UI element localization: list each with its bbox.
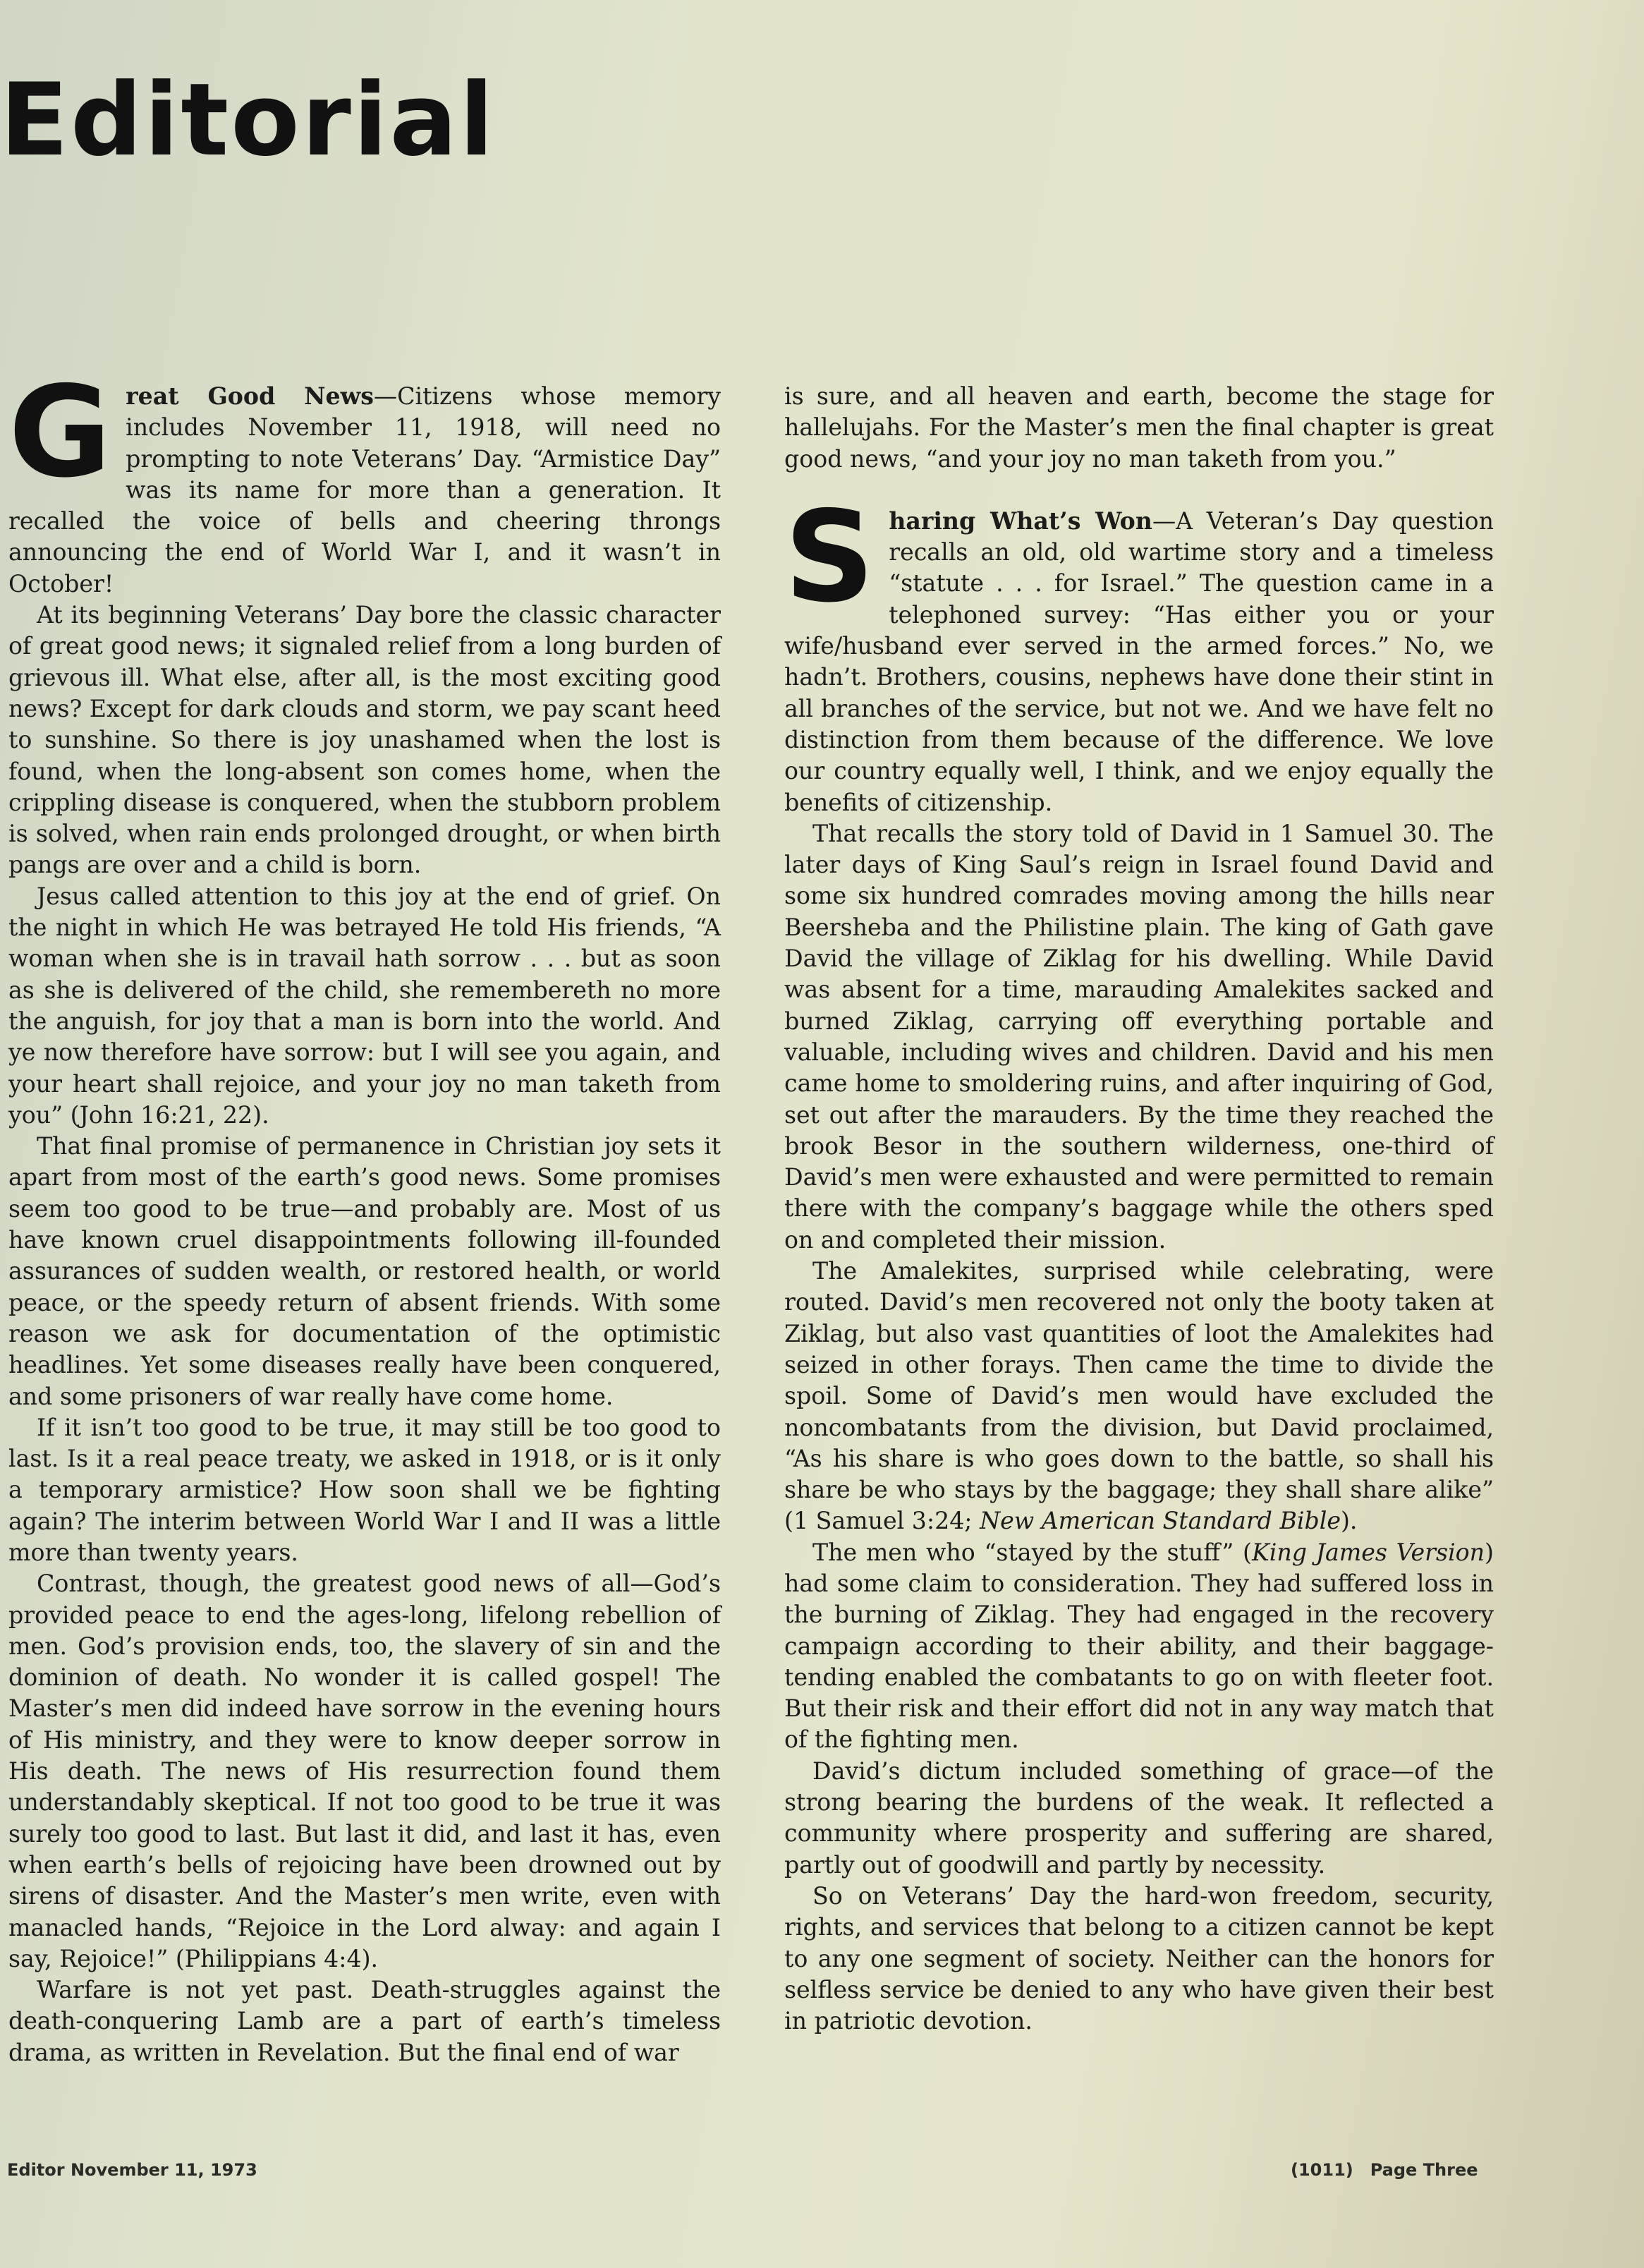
paragraph-text: ). [1340, 1507, 1358, 1535]
paragraph: That recalls the story told of David in 1 Samuel 30. The later days of King Saul’s reign in Israel found David and some six hundred comrades moving among the hills near Beersheba and the Philistine plain. The king of Gath gave David the village of Ziklag for his dwelling. While David was absent for a time, marauding Amalekites sacked and burned Ziklag, carrying off everything portable and valuable, including wives and children. David and his men came home to smoldering ruins, and after inquiring of God, set out after the marauders. By the time they reached the brook Besor in the southern wilderness, one-third of David’s men were exhausted and were permitted to remain there with the company’s baggage while the others sped on and completed their mission. [784, 819, 1494, 1254]
bible-title: New American Standard Bible [980, 1507, 1341, 1535]
paragraph-great-good-news [8, 359, 721, 600]
paragraph: Contrast, though, the greatest good news of all—God’s provided peace to end the ages-long, lifelong rebellion of men. God’s provision ends, too, the slavery of sin and the dominion of death. No wonder it is called gospel! The Master’s men did indeed have sorrow in the evening hours of His ministry, and they were to know deeper sorrow in His death. The news of His resurrection found them understandably skeptical. If not too good to be true it was surely too good to last. But last it did, and last it has, even when earth’s bells of rejoicing have been drowned out by sirens of disaster. And the Master’s men write, even with manacled hands, “Rejoice in the Lord alway: and again I say, Rejoice!” (Philippians 4:4). [8, 1570, 721, 1972]
paragraph-text: ) had some claim to consideration. They had suffered loss in the burning of Ziklag. They had engaged in the recovery campaign according to their ability, and their baggage-tending enabled the combatants to go on with fleeter foot. But their risk and their effort did not in any way match that of the fighting men. [784, 1538, 1494, 1754]
section-heading: reat Good News [126, 382, 374, 410]
paragraph-text: The men who “stayed by the stuff” ( [812, 1538, 1252, 1566]
paragraph-continued: is sure, and all heaven and earth, become the stage for hallelujahs. For the Master’s men the final chapter is great good news, “and your joy no man taketh from you.” [784, 382, 1494, 473]
drop-cap: S [784, 483, 875, 630]
paragraph: So on Veterans’ Day the hard-won freedom, security, rights, and services that belong to a citizen cannot be kept to any one segment of society. Neither can the honors for selfless service be denied to any who have given their best in patriotic devotion. [784, 1881, 1494, 2035]
bible-title: King James Version [1251, 1538, 1485, 1566]
drop-cap: G [8, 359, 112, 505]
paragraph [784, 1256, 1494, 1537]
paragraph [784, 1537, 1494, 1756]
footer-page-number [1291, 2160, 1478, 2180]
left-column [8, 359, 721, 2068]
paragraph: That final promise of permanence in Christian joy sets it apart from most of the earth’s good news. Some promises seem too good to be true—and probably are. Most of us have known cruel disappointments following ill-founded assurances of sudden wealth, or restored health, or world peace, or the speedy return of absent friends. With some reason we ask for documentation of the optimistic headlines. Yet some diseases really have been conquered, and some prisoners of war really have come home. [8, 1132, 721, 1410]
paragraph: If it isn’t too good to be true, it may still be too good to last. Is it a real peace treaty, we asked in 1918, or is it only a temporary armistice? How soon shall we be fighting again? The interim between World War I and II was a little more than twenty years. [8, 1413, 721, 1566]
footer-date: Editor November 11, 1973 [7, 2160, 257, 2180]
paragraph: David’s dictum included something of grace—of the strong bearing the burdens of the weak. It reflected a community where prosperity and suffering are shared, partly out of goodwill and partly by necessity. [784, 1757, 1494, 1879]
paragraph-text: —Citizens whose memory includes November 11, 1918, will need no prompting to note Veterans’ Day. “Armistice Day” was its name for more than a generation. It recalled the voice of bells and cheering throngs announcing the end of World War I, and it wasn’t in October! [8, 382, 721, 598]
issue-number: (1011) [1291, 2160, 1353, 2180]
page-title: Editorial [0, 62, 496, 178]
paragraph: Warfare is not yet past. Death-struggles against the death-conquering Lamb are a part of earth’s timeless drama, as written in Revelation. But the final end of war [8, 1976, 721, 2066]
page-label: Page Three [1370, 2160, 1478, 2180]
section-heading: haring What’s Won [889, 507, 1152, 535]
paragraph: Jesus called attention to this joy at the end of grief. On the night in which He was betrayed He told His friends, “A woman when she is in travail hath sorrow . . . but as soon as she is delivered of the child, she remembereth no more the anguish, for joy that a man is born into the world. And ye now therefore have sorrow: but I will see you again, and your heart shall rejoice, and your joy no man taketh from you” (John 16:21, 22). [8, 882, 721, 1129]
paragraph-sharing-whats-won [784, 483, 1494, 818]
right-column [784, 381, 1494, 2037]
paragraph-text: —A Veteran’s Day question recalls an old, old wartime story and a timeless “statute . . . for Israel.” The question came in a telephoned survey: “Has either you or your wife/husband ever served in the armed forces.” No, we hadn’t. Brothers, cousins, nephews have done their stint in all branches of the service, but not we. And we have felt no distinction from them because of the difference. We love our country equally well, I think, and we enjoy equally the benefits of citizenship. [784, 507, 1494, 816]
paragraph: At its beginning Veterans’ Day bore the classic character of great good news; it signaled relief from a long burden of grievous ill. What else, after all, is the most exciting good news? Except for dark clouds and storm, we pay scant heed to sunshine. So there is joy unashamed when the lost is found, when the long-absent son comes home, when the crippling disease is conquered, when the stubborn problem is solved, when rain ends prolonged drought, or when birth pangs are over and a child is born. [8, 601, 721, 879]
paragraph-text: The Amalekites, surprised while celebrating, were routed. David’s men recovered not only the booty taken at Ziklag, but also vast quantities of loot the Amalekites had seized in other forays. Then came the time to divide the spoil. Some of David’s men would have excluded the noncombatants from the division, but David proclaimed, “As his share is who goes down to the battle, so shall his share be who stays by the baggage; they shall share alike” (1 Samuel 3:24; [784, 1257, 1494, 1535]
